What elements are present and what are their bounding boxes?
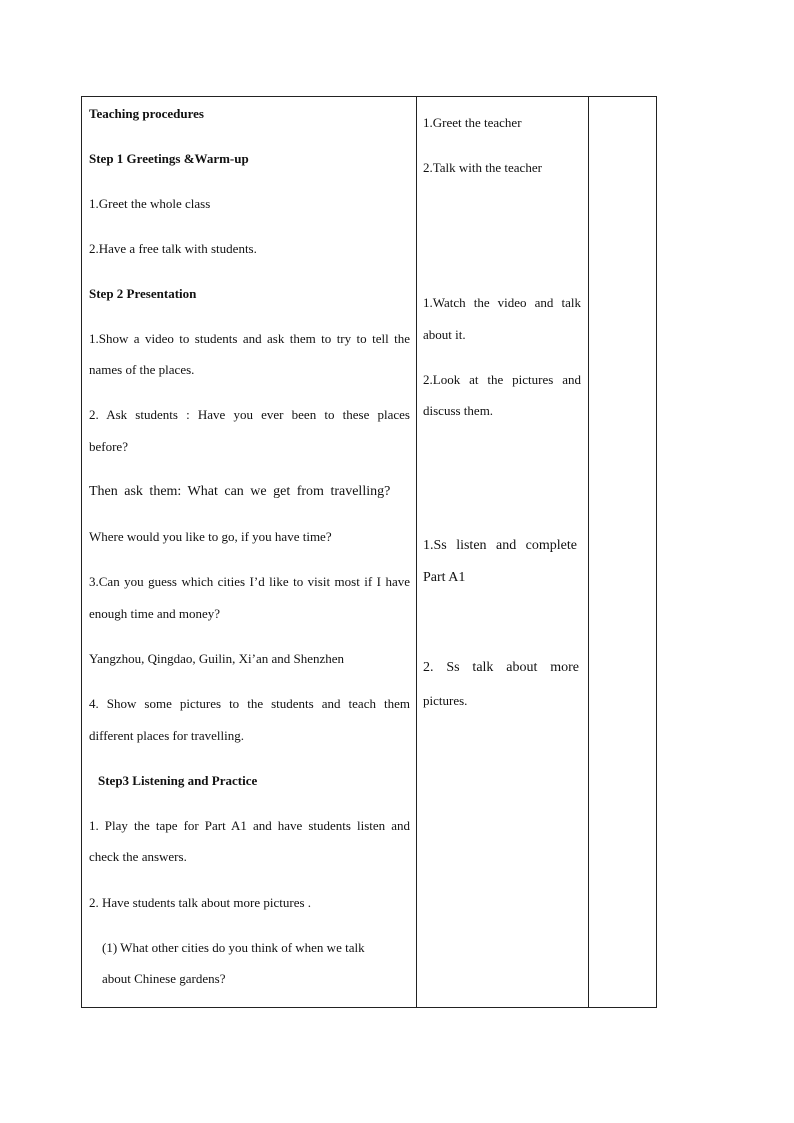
text-line: different places for travelling. [89,728,244,743]
text-line: discuss them. [423,403,494,418]
text-line: 1.Ss listen and complete [423,538,577,553]
step-heading: Step3 Listening and Practice [98,773,258,788]
text-line: 1.Show a video to students and ask them to try to tell the [89,331,410,346]
text-line: 1.Watch the video and talk [423,295,581,310]
text-line: before? [89,439,128,454]
text-line: 2. Ask students : Have you ever been to these places [89,407,410,422]
text-line: 2.Look at the pictures and [423,372,581,387]
text-line: 1.Greet the whole class [89,196,211,211]
text-line: Then ask them: What can we get from travelling? [89,484,391,499]
text-line: check the answers. [89,849,187,864]
lesson-table [81,96,657,1008]
text-line: about Chinese gardens? [102,971,226,986]
text-line: 1. Play the tape for Part A1 and have students listen and [89,818,410,833]
text-line: (1) What other cities do you think of when we talk [102,940,365,955]
text-line: pictures. [423,693,468,708]
step-heading: Step 1 Greetings &Warm-up [89,151,249,166]
text-line: Part A1 [423,570,466,585]
text-line: Yangzhou, Qingdao, Guilin, Xi’an and Shenzhen [89,651,345,666]
section-heading: Teaching procedures [89,106,204,121]
student-activities-column [417,97,589,1007]
text-line: enough time and money? [89,606,221,621]
text-line: 4. Show some pictures to the students and teach them [89,696,410,711]
notes-column [589,97,656,1007]
text-line: 2. Ss talk about more [423,660,579,675]
text-line: names of the places. [89,362,195,377]
text-line: Where would you like to go, if you have time? [89,529,332,544]
text-line: 1.Greet the teacher [423,115,522,130]
text-line: 2.Have a free talk with students. [89,241,257,256]
step-heading: Step 2 Presentation [89,286,197,301]
text-line: 3.Can you guess which cities I’d like to visit most if I have [89,574,410,589]
teacher-activities-column [82,97,417,1007]
text-line: about it. [423,327,466,342]
text-line: 2.Talk with the teacher [423,160,542,175]
text-line: 2. Have students talk about more pictures . [89,895,312,910]
